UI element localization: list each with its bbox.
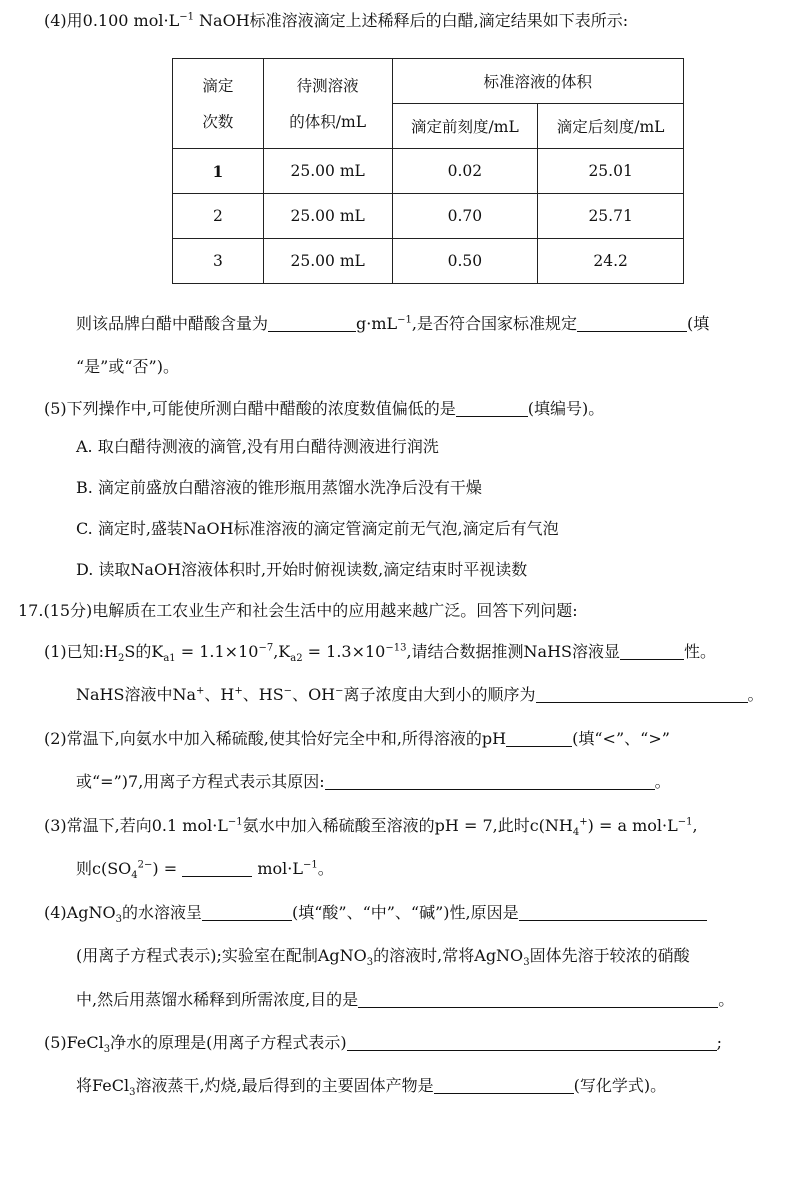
q16-5-stem: (5)下列操作中,可能使所测白醋中醋酸的浓度数值偏低的是 (填编号)。	[44, 399, 605, 418]
table-row	[173, 149, 684, 194]
q17-4-line3: 中,然后用蒸馏水稀释到所需浓度,目的是 。	[76, 990, 735, 1009]
option-b: B. 滴定前盛放白醋溶液的锥形瓶用蒸馏水洗净后没有干燥	[76, 478, 482, 497]
q16-4-intro: (4)用0.100 $mol\cdot L^{-1}$ NaOH标准溶液滴定上述稀释后的白醋,滴定结果如下表所示:	[44, 11, 629, 30]
cell-before: 0.70	[392, 194, 538, 239]
cell-after: 25.01	[538, 149, 684, 194]
cell-before: 0.50	[392, 239, 538, 284]
option-c: C. 滴定时,盛装NaOH标准溶液的滴定管滴定前无气泡,滴定后有气泡	[76, 519, 559, 538]
cell-volume: 25.00 mL	[263, 194, 392, 239]
header-sample-volume: 待测溶液 的体积/mL	[263, 59, 392, 149]
titration-table	[172, 58, 684, 284]
q17-header: 17.(15分)电解质在工农业生产和社会生活中的应用越来越广泛。回答下列问题:	[18, 601, 578, 620]
q17-3-line2: 则$c(SO_4^{2-}) = mol\cdot L^{-1}$。	[76, 859, 334, 882]
option-d: D. 读取NaOH溶液体积时,开始时俯视读数,滴定结束时平视读数	[76, 560, 528, 579]
q17-5-line1: (5)FeCl$_3$净水的原理是(用离子方程式表示) ;	[44, 1033, 722, 1056]
option-a: A. 取白醋待测液的滴管,没有用白醋待测液进行润洗	[76, 437, 439, 456]
cell-volume: 25.00 mL	[263, 149, 392, 194]
cell-trial: 1	[173, 149, 264, 194]
q17-5-line2: 将FeCl$_3$溶液蒸干,灼烧,最后得到的主要固体产物是 (写化学式)。	[76, 1076, 667, 1099]
answer-blank-purpose[interactable]	[358, 991, 718, 1008]
answer-blank-solid-product[interactable]	[434, 1077, 574, 1094]
header-after-reading: 滴定后刻度/mL	[538, 104, 684, 149]
cell-trial: 2	[173, 194, 264, 239]
answer-blank-fecl3-equation[interactable]	[347, 1034, 717, 1051]
q17-1-line2: NaHS溶液中Na+、H+、HS−、OH−离子浓度由大到小的顺序为 。	[76, 685, 764, 704]
header-standard-volume: 标准溶液的体积	[392, 59, 683, 104]
answer-blank-ph-compare[interactable]	[506, 730, 572, 747]
header-trial: 滴定 次数	[173, 59, 264, 149]
answer-blank-agno3-reason[interactable]	[519, 904, 707, 921]
cell-after: 25.71	[538, 194, 684, 239]
answer-blank-ion-equation-2[interactable]	[325, 773, 655, 790]
answer-blank-q16-5[interactable]	[456, 400, 528, 417]
answer-blank-nahs-acidity[interactable]	[620, 643, 684, 660]
header-before-reading: 滴定前刻度/mL	[392, 104, 538, 149]
answer-blank-ion-order[interactable]	[536, 686, 748, 703]
cell-before: 0.02	[392, 149, 538, 194]
q17-4-line2: (用离子方程式表示);实验室在配制AgNO$_3$的溶液时,常将AgNO$_3$固体先溶于较浓的硝酸	[76, 946, 690, 969]
answer-blank-acid-content[interactable]	[268, 315, 356, 332]
answer-blank-agno3-acidity[interactable]	[202, 904, 292, 921]
cell-volume: 25.00 mL	[263, 239, 392, 284]
cell-trial: 3	[173, 239, 264, 284]
q17-4-line1: (4)AgNO$_3$的水溶液呈 (填“酸”、“中”、“碱”)性,原因是	[44, 902, 707, 924]
q16-4-result-line2: “是”或“否”)。	[76, 357, 179, 376]
q17-2-line2: 或“=”)7,用离子方程式表示其原因: 。	[76, 772, 671, 791]
cell-after: 24.2	[538, 239, 684, 284]
answer-blank-sulfate-conc[interactable]	[182, 860, 252, 877]
q16-4-result: 则该品牌白醋中醋酸含量为 $g\cdot mL^{-1}$,是否符合国家标准规定 (填	[76, 314, 710, 333]
q17-2-line1: (2)常温下,向氨水中加入稀硫酸,使其恰好完全中和,所得溶液的pH (填“<”、“>”	[44, 729, 670, 748]
table-row	[173, 194, 684, 239]
q17-1-line1: (1)已知$:H_2S$的$K_{a1} = 1.1\times 10^{-7},K_{a2} = 1.3\times 10^{-13}$,请结合数据推测NaHS溶液显 性。	[44, 642, 717, 665]
table-row	[173, 239, 684, 284]
q17-3-line1: (3)常温下,若向0.1 $mol\cdot L^{-1}$氨水中加入稀硫酸至溶液的pH = 7,此时$c(NH_4^+) = a$ $mol\cdot L^{-1}$,	[44, 816, 698, 839]
answer-blank-standard[interactable]	[577, 315, 687, 332]
